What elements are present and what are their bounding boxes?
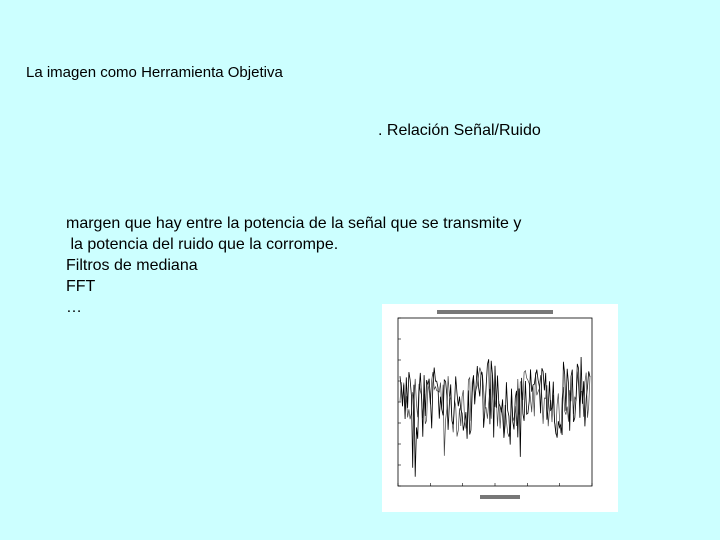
- body-line-5: …: [66, 299, 82, 316]
- slide-title: La imagen como Herramienta Objetiva: [26, 64, 283, 81]
- plot-title-blur: [437, 310, 553, 314]
- body-line-3: Filtros de mediana: [66, 257, 198, 274]
- slide-subtitle: . Relación Señal/Ruido: [378, 122, 541, 139]
- plot-xlabel-blur: [480, 495, 520, 499]
- signal-plot-svg: [382, 304, 618, 512]
- body-line-1: margen que hay entre la potencia de la señal que se transmite y: [66, 215, 522, 232]
- noisy-signal-plot-image: [382, 304, 618, 512]
- body-text: [66, 213, 521, 318]
- body-line-4: FFT: [66, 278, 96, 295]
- body-line-2: la potencia del ruido que la corrompe.: [66, 236, 339, 253]
